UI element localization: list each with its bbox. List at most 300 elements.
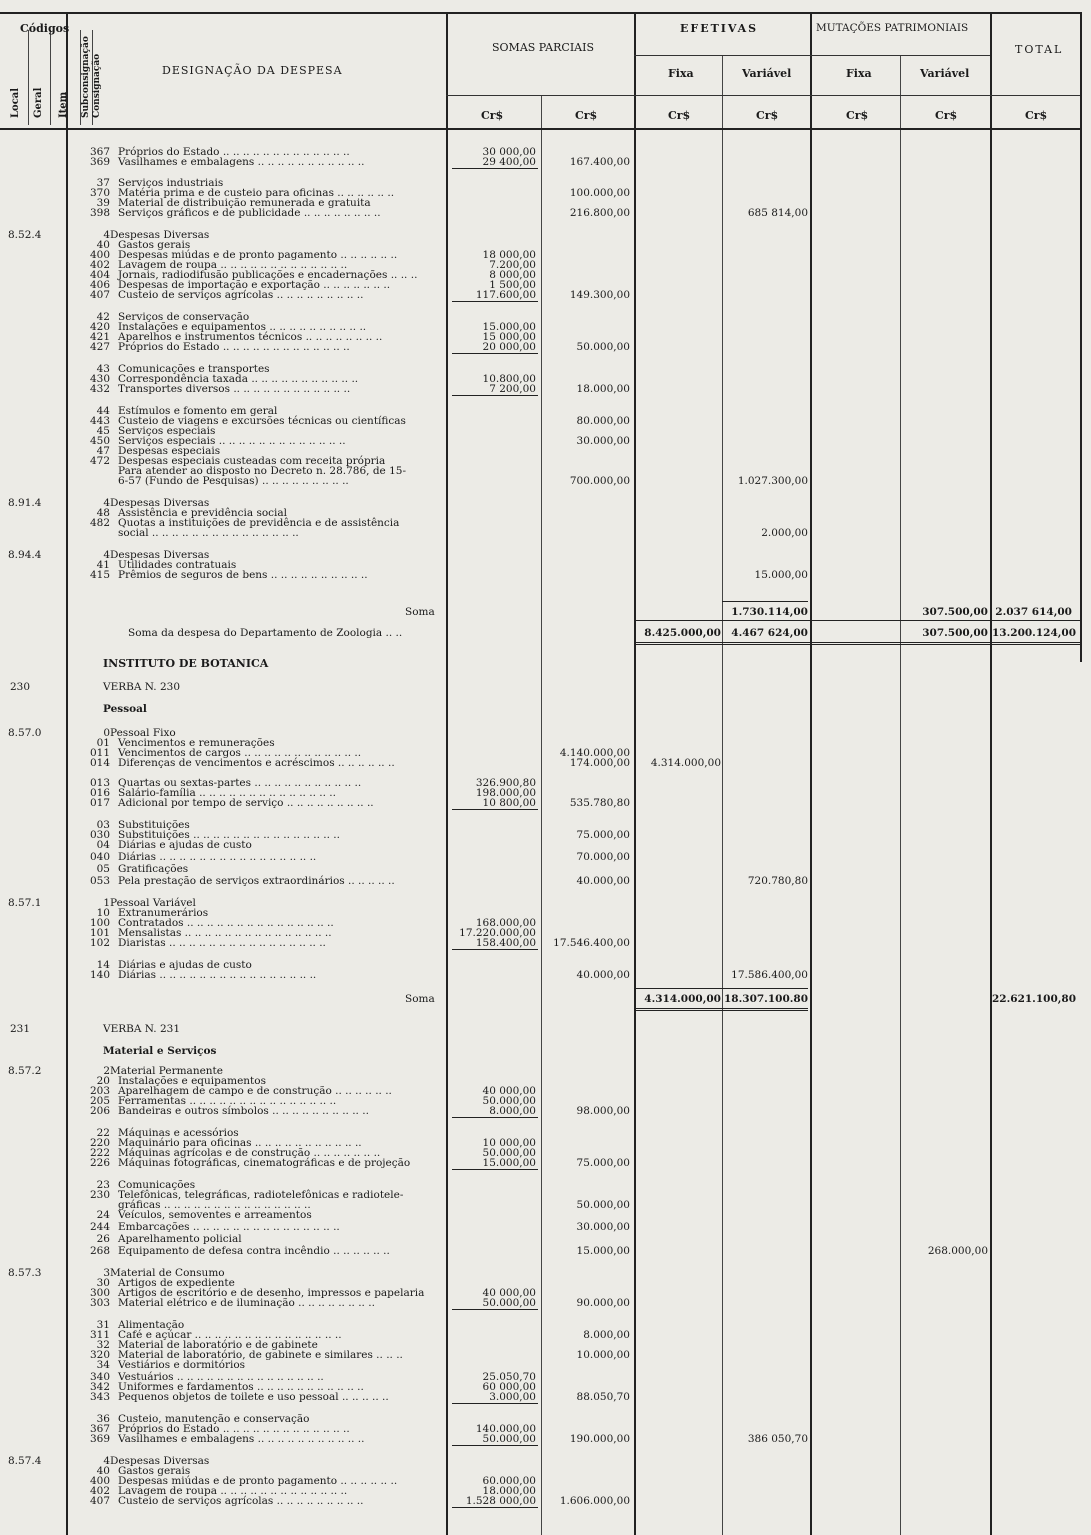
expense-row [0, 1298, 1091, 1309]
row-description: Lavagem de roupa .. .. .. .. .. .. .. .. .. .. .. .. .. [118, 1485, 348, 1497]
row-soma-parcial-2: 10.000,00 [576, 1349, 630, 1361]
row-description: Máquinas fotográficas, cinematográficas e de projeção [118, 1157, 411, 1169]
header-fixa2: Fixa [846, 67, 872, 80]
row-efetiva-variavel: 2.000,00 [761, 527, 808, 539]
soma1-bottomline [634, 620, 1080, 621]
row-item-code: 369 [89, 156, 110, 168]
row-description: Maquinário para oficinas .. .. .. .. .. .. .. .. .. .. .. [118, 1137, 362, 1149]
row-item-code: 402 [89, 1485, 110, 1497]
row-item-code: 450 [89, 435, 110, 447]
row-description: Diaristas .. .. .. .. .. .. .. .. .. .. .. .. .. .. .. .. [118, 937, 326, 949]
row-soma-parcial-1: 50.000,00 [482, 1147, 536, 1159]
row-description: Custeio de viagens e excursões técnicas ou científicas [118, 415, 406, 427]
row-soma-parcial-1: 40 000,00 [482, 1085, 536, 1097]
row-soma-parcial-1: 40 000,00 [482, 1287, 536, 1299]
verba231-code: 231 [10, 1023, 31, 1035]
row-description: Diárias .. .. .. .. .. .. .. .. .. .. .. .. .. .. .. .. [118, 851, 317, 863]
row-item-code: 472 [89, 455, 110, 467]
header-item: Item [58, 91, 69, 118]
row-description: Material de distribuição remunerada e gratuita [118, 197, 371, 209]
row-soma-parcial-2: 50.000,00 [576, 1199, 630, 1211]
soma2-fixa: 4.314.000,00 [644, 993, 721, 1005]
row-soma-parcial-1: 326.900,80 [475, 777, 536, 789]
row-description: Material de laboratório, de gabinete e similares .. .. .. [118, 1349, 403, 1361]
row-local-code: 8.52.4 [8, 229, 42, 241]
soma1-label: Soma [405, 606, 435, 618]
row-item-code: 203 [89, 1085, 110, 1097]
row-soma-parcial-1: 8 000,00 [489, 269, 536, 281]
row-item-code: 053 [89, 875, 110, 887]
row-item-code: 342 [89, 1381, 110, 1393]
subtotal-underline [452, 1507, 538, 1508]
row-item-code: 400 [89, 1475, 110, 1487]
row-description: Máquinas e acessórios [118, 1127, 239, 1139]
expense-row [0, 1222, 1091, 1233]
row-soma-parcial-1: 140.000,00 [475, 1423, 536, 1435]
row-description: Instalações e equipamentos .. .. .. .. .. .. .. .. .. .. [118, 321, 367, 333]
row-description: Próprios do Estado .. .. .. .. .. .. .. .. .. .. .. .. .. [118, 341, 350, 353]
expense-row [0, 1246, 1091, 1257]
row-item-code: 300 [89, 1287, 110, 1299]
row-description: Despesas miúdas e de pronto pagamento .. .. .. .. .. .. [118, 1475, 398, 1487]
row-soma-parcial-2: 75.000,00 [576, 829, 630, 841]
row-item-code: 14 [96, 959, 110, 971]
row-soma-parcial-1: 30 000,00 [482, 146, 536, 158]
row-soma-parcial-1: 198.000,00 [475, 787, 536, 799]
row-description: Despesas de importação e exportação .. .. .. .. .. .. .. [118, 279, 391, 291]
row-description: Jornais, radiodifusão publicações e encadernações .. .. .. [118, 269, 418, 281]
row-item-code: 367 [89, 1423, 110, 1435]
row-item-code: 23 [96, 1179, 110, 1191]
row-description: Estímulos e fomento em geral [118, 405, 278, 417]
row-item-code: 34 [96, 1359, 110, 1371]
row-description: Máquinas agrícolas e de construção .. .. .. .. .. .. .. [118, 1147, 381, 1159]
row-item-code: 24 [96, 1209, 110, 1221]
row-item-code: 402 [89, 259, 110, 271]
row-description: Vencimentos de cargos .. .. .. .. .. .. .. .. .. .. .. .. [118, 747, 362, 759]
row-description: Ferramentas .. .. .. .. .. .. .. .. .. .. .. .. .. .. .. [118, 1095, 337, 1107]
row-item-code: 427 [89, 341, 110, 353]
soma2-variavel: 18.307.100.80 [724, 993, 809, 1005]
expense-row [0, 1210, 1091, 1221]
row-description: Substituições [118, 819, 190, 831]
row-item-code: 0 [103, 727, 110, 739]
row-item-code: 340 [89, 1371, 110, 1383]
row-description: Aparelhos e instrumentos técnicos .. .. .. .. .. .. .. .. [118, 331, 383, 343]
row-item-code: 205 [89, 1095, 110, 1107]
row-local-code: 8.91.4 [8, 497, 42, 509]
soma1-variavel: 1.730.114,00 [731, 606, 808, 618]
row-description: Gratificações [118, 863, 189, 875]
row-item-code: 220 [89, 1137, 110, 1149]
row-soma-parcial-2: 80.000,00 [576, 415, 630, 427]
row-item-code: 432 [89, 383, 110, 395]
row-local-code: 8.57.3 [8, 1267, 42, 1279]
row-description: Alimentação [118, 1319, 185, 1331]
row-item-code: 05 [96, 863, 110, 875]
row-soma-parcial-2: 30.000,00 [576, 435, 630, 447]
row-item-code: 011 [89, 747, 110, 759]
row-soma-parcial-2: 8.000,00 [583, 1329, 630, 1341]
expense-row [0, 970, 1091, 981]
row-item-code: 320 [89, 1349, 110, 1361]
row-description: Bandeiras e outros símbolos .. .. .. .. .. .. .. .. .. .. [118, 1105, 369, 1117]
row-item-code: 230 [89, 1189, 110, 1201]
header-cr-6: Cr$ [935, 109, 958, 122]
row-soma-parcial-1: 117.600,00 [475, 289, 536, 301]
row-description: gráficas .. .. .. .. .. .. .. .. .. .. .. .. .. .. .. [118, 1199, 311, 1211]
row-description: Vestuários .. .. .. .. .. .. .. .. .. .. .. .. .. .. .. [118, 1371, 324, 1383]
row-soma-parcial-1: 25.050,70 [482, 1371, 536, 1383]
row-soma-parcial-1: 15.000,00 [482, 321, 536, 333]
row-description: Vasilhames e embalagens .. .. .. .. .. .. .. .. .. .. .. [118, 1433, 365, 1445]
row-item-code: 443 [89, 415, 110, 427]
soma2-total: 22.621.100,80 [992, 993, 1077, 1005]
row-description: Veículos, semoventes e arreamentos [118, 1209, 312, 1221]
expense-row [0, 1158, 1091, 1169]
row-description: Quotas a instituições de previdência e de assistência [118, 517, 400, 529]
row-item-code: 017 [89, 797, 110, 809]
row-description: Custeio, manutenção e conservação [118, 1413, 310, 1425]
row-description: Aparelhagem de campo e de construção .. .. .. .. .. .. [118, 1085, 392, 1097]
row-description: Salário-família .. .. .. .. .. .. .. .. .. .. .. .. .. .. [118, 787, 336, 799]
instituto-title-row [0, 658, 1091, 669]
row-description: Custeio de serviços agrícolas .. .. .. .. .. .. .. .. .. [118, 289, 364, 301]
row-soma-parcial-2: 216.800,00 [569, 207, 630, 219]
row-soma-parcial-2: 190.000,00 [569, 1433, 630, 1445]
row-item-code: 406 [89, 279, 110, 291]
header-total: TOTAL [1015, 43, 1064, 56]
col-line-geral [50, 30, 51, 125]
subtotal-underline [452, 1309, 538, 1310]
row-soma-parcial-1: 17.220.000,00 [459, 927, 536, 939]
row-description: Pessoal Variável [110, 897, 196, 909]
row-item-code: 22 [96, 1127, 110, 1139]
material-heading: Material e Serviços [103, 1045, 217, 1057]
row-item-code: 404 [89, 269, 110, 281]
soma-zoologia-mut-variavel: 307.500,00 [922, 627, 988, 639]
row-item-code: 430 [89, 373, 110, 385]
header-efetivas-line [634, 55, 990, 56]
row-soma-parcial-1: 10 800,00 [482, 797, 536, 809]
expense-row [0, 876, 1091, 887]
row-item-code: 303 [89, 1297, 110, 1309]
row-description: Despesas Diversas [110, 229, 210, 241]
row-item-code: 01 [96, 737, 110, 749]
expense-row [0, 1392, 1091, 1403]
row-description: Quartas ou sextas-partes .. .. .. .. .. .. .. .. .. .. .. [118, 777, 362, 789]
row-soma-parcial-2: 535.780,80 [569, 797, 630, 809]
row-item-code: 20 [96, 1075, 110, 1087]
row-soma-parcial-1: 7 200,00 [489, 383, 536, 395]
row-description: Serviços especiais [118, 425, 216, 437]
row-item-code: 04 [96, 839, 110, 851]
row-item-code: 36 [96, 1413, 110, 1425]
soma-zoologia-variavel: 4.467 624,00 [731, 627, 808, 639]
row-efetiva-variavel: 1.027.300,00 [737, 475, 808, 487]
soma-zoologia-label: Soma da despesa do Departamento de Zoologia .. .. [128, 627, 403, 639]
verba230-code: 230 [10, 681, 31, 693]
subtotal-underline [452, 1403, 538, 1404]
header-consignacao: Consignação [92, 53, 102, 118]
soma1-total: 2.037 614,00 [995, 606, 1072, 618]
row-item-code: 10 [96, 907, 110, 919]
row-item-code: 26 [96, 1233, 110, 1245]
pessoal-row [0, 704, 1091, 715]
subtotal-underline [452, 809, 538, 810]
row-soma-parcial-2: 40.000,00 [576, 875, 630, 887]
subtotal-underline [452, 1445, 538, 1446]
row-soma-parcial-2: 15.000,00 [576, 1245, 630, 1257]
expense-row [0, 1360, 1091, 1371]
expense-row [0, 840, 1091, 851]
row-soma-parcial-1: 50.000,00 [482, 1433, 536, 1445]
row-description: Vencimentos e remunerações [118, 737, 275, 749]
row-description: Diferenças de vencimentos e acréscimos .. .. .. .. .. .. [118, 757, 395, 769]
row-description: Despesas Diversas [110, 497, 210, 509]
row-soma-parcial-2: 167.400,00 [569, 156, 630, 168]
row-item-code: 400 [89, 249, 110, 261]
expense-row [0, 384, 1091, 395]
row-soma-parcial-2: 50.000,00 [576, 341, 630, 353]
soma-zoologia-total: 13.200.124,00 [992, 627, 1077, 639]
row-item-code: 4 [103, 497, 110, 509]
soma1-row [0, 607, 1091, 618]
header-variavel2: Variável [920, 67, 970, 80]
row-item-code: 016 [89, 787, 110, 799]
row-description: Telefônicas, telegráficas, radiotelefônicas e radiotele- [118, 1189, 404, 1201]
row-item-code: 014 [89, 757, 110, 769]
row-item-code: 1 [103, 897, 110, 909]
row-soma-parcial-2: 90.000,00 [576, 1297, 630, 1309]
row-description: Material Permanente [110, 1065, 223, 1077]
row-item-code: 4 [103, 549, 110, 561]
subtotal-underline [452, 301, 538, 302]
soma1-topline [722, 601, 808, 602]
row-item-code: 140 [89, 969, 110, 981]
row-soma-parcial-1: 18.000,00 [482, 1485, 536, 1497]
row-description: Contratados .. .. .. .. .. .. .. .. .. .. .. .. .. .. .. [118, 917, 334, 929]
row-description: Uniformes e fardamentos .. .. .. .. .. .. .. .. .. .. .. [118, 1381, 364, 1393]
row-description: Serviços industriais [118, 177, 224, 189]
row-local-code: 8.94.4 [8, 549, 42, 561]
row-soma-parcial-2: 4.140.000,00 [559, 747, 630, 759]
row-item-code: 369 [89, 1433, 110, 1445]
header-top-line [0, 12, 1080, 14]
row-efetiva-variavel: 720.780,80 [747, 875, 808, 887]
row-description: Material elétrico e de iluminação .. .. .. .. .. .. .. .. [118, 1297, 375, 1309]
row-description: Gastos gerais [118, 1465, 191, 1477]
row-description: Lavagem de roupa .. .. .. .. .. .. .. .. .. .. .. .. .. [118, 259, 348, 271]
verba231-label: VERBA N. 231 [103, 1023, 181, 1035]
row-soma-parcial-2: 40.000,00 [576, 969, 630, 981]
row-local-code: 8.57.1 [8, 897, 42, 909]
header-cr-2: Cr$ [575, 109, 598, 122]
row-soma-parcial-1: 15.000,00 [482, 1157, 536, 1169]
row-local-code: 8.57.2 [8, 1065, 42, 1077]
row-description: Pela prestação de serviços extraordinários .. .. .. .. .. [118, 875, 395, 887]
row-item-code: 32 [96, 1339, 110, 1351]
row-soma-parcial-1: 20 000,00 [482, 341, 536, 353]
row-item-code: 370 [89, 187, 110, 199]
expense-row [0, 798, 1091, 809]
row-soma-parcial-2: 17.546.400,00 [553, 937, 630, 949]
row-description: Diárias e ajudas de custo [118, 959, 252, 971]
row-description: Prêmios de seguros de bens .. .. .. .. .. .. .. .. .. .. [118, 569, 368, 581]
row-mutacao-variavel: 268.000,00 [927, 1245, 988, 1257]
row-item-code: 3 [103, 1267, 110, 1279]
row-soma-parcial-1: 60.000,00 [482, 1475, 536, 1487]
row-description: Para atender ao disposto no Decreto n. 28.786, de 15- [118, 465, 406, 477]
expense-row [0, 157, 1091, 168]
row-item-code: 31 [96, 1319, 110, 1331]
subtotal-underline [452, 949, 538, 950]
soma-zoologia-fixa: 8.425.000,00 [644, 627, 721, 639]
row-description: Artigos de expediente [118, 1277, 235, 1289]
row-soma-parcial-1: 158.400,00 [475, 937, 536, 949]
row-description: Equipamento de defesa contra incêndio .. .. .. .. .. .. [118, 1245, 390, 1257]
row-item-code: 421 [89, 331, 110, 343]
expense-row [0, 938, 1091, 949]
row-soma-parcial-2: 88.050,70 [576, 1391, 630, 1403]
row-description: Material de laboratório e de gabinete [118, 1339, 318, 1351]
row-item-code: 420 [89, 321, 110, 333]
pessoal-heading: Pessoal [103, 703, 147, 715]
expense-row [0, 342, 1091, 353]
row-item-code: 03 [96, 819, 110, 831]
row-description: Despesas especiais [118, 445, 221, 457]
row-description: Pequenos objetos de toilete e uso pessoal .. .. .. .. .. [118, 1391, 389, 1403]
expense-row [0, 1106, 1091, 1117]
expense-row [0, 528, 1091, 539]
row-item-code: 45 [96, 425, 110, 437]
row-soma-parcial-1: 29 400,00 [482, 156, 536, 168]
row-soma-parcial-1: 168.000,00 [475, 917, 536, 929]
row-item-code: 100 [89, 917, 110, 929]
row-description: Mensalistas .. .. .. .. .. .. .. .. .. .. .. .. .. .. .. [118, 927, 332, 939]
row-item-code: 4 [103, 229, 110, 241]
row-item-code: 2 [103, 1065, 110, 1077]
col-line-somas [541, 95, 542, 1535]
subtotal-underline [452, 1117, 538, 1118]
row-description: Próprios do Estado .. .. .. .. .. .. .. .. .. .. .. .. .. [118, 1423, 350, 1435]
row-item-code: 39 [96, 197, 110, 209]
subtotal-underline [452, 1169, 538, 1170]
header-cr-7: Cr$ [1025, 109, 1048, 122]
row-soma-parcial-2: 174.000,00 [569, 757, 630, 769]
row-description: Próprios do Estado .. .. .. .. .. .. .. .. .. .. .. .. .. [118, 146, 350, 158]
expense-row [0, 1496, 1091, 1507]
row-item-code: 101 [89, 927, 110, 939]
soma2-row [0, 994, 1091, 1005]
expense-row [0, 852, 1091, 863]
header-local: Local [10, 87, 21, 118]
row-description: Diárias .. .. .. .. .. .. .. .. .. .. .. .. .. .. .. .. [118, 969, 317, 981]
row-efetiva-variavel: 17.586.400,00 [731, 969, 808, 981]
row-item-code: 44 [96, 405, 110, 417]
row-item-code: 343 [89, 1391, 110, 1403]
header-cr-line [446, 95, 1080, 96]
row-soma-parcial-1: 10 000,00 [482, 1137, 536, 1149]
row-description: Serviços gráficos e de publicidade .. .. .. .. .. .. .. .. [118, 207, 381, 219]
row-item-code: 407 [89, 289, 110, 301]
header-efetivas: EFETIVAS [680, 22, 759, 35]
header-cr-4: Cr$ [756, 109, 779, 122]
row-soma-parcial-1: 8.000,00 [489, 1105, 536, 1117]
row-description: Adicional por tempo de serviço .. .. .. .. .. .. .. .. .. [118, 797, 374, 809]
row-item-code: 102 [89, 937, 110, 949]
row-description: Gastos gerais [118, 239, 191, 251]
row-item-code: 398 [89, 207, 110, 219]
row-description: Embarcações .. .. .. .. .. .. .. .. .. .. .. .. .. .. .. [118, 1221, 340, 1233]
row-item-code: 47 [96, 445, 110, 457]
row-item-code: 4 [103, 1455, 110, 1467]
row-description: Despesas Diversas [110, 549, 210, 561]
row-efetiva-fixa: 4.314.000,00 [650, 757, 721, 769]
row-description: Correspondência taxada .. .. .. .. .. .. .. .. .. .. .. [118, 373, 359, 385]
row-item-code: 244 [89, 1221, 110, 1233]
row-description: Substituições .. .. .. .. .. .. .. .. .. .. .. .. .. .. .. [118, 829, 340, 841]
row-item-code: 311 [89, 1329, 110, 1341]
instituto-title: INSTITUTO DE BOTANICA [103, 657, 269, 670]
row-soma-parcial-2: 75.000,00 [576, 1157, 630, 1169]
row-description: Extranumerários [118, 907, 209, 919]
soma-zoologia-doubleline [634, 642, 1080, 645]
subtotal-underline [452, 395, 538, 396]
row-description: Material de Consumo [110, 1267, 225, 1279]
row-soma-parcial-2: 149.300,00 [569, 289, 630, 301]
row-description: Café e açúcar .. .. .. .. .. .. .. .. .. .. .. .. .. .. .. [118, 1329, 342, 1341]
row-soma-parcial-1: 50.000,00 [482, 1095, 536, 1107]
header-cr-3: Cr$ [668, 109, 691, 122]
row-soma-parcial-1: 1 500,00 [489, 279, 536, 291]
verba230-label: VERBA N. 230 [103, 681, 181, 693]
header-subconsignacao: Subconsignação [81, 36, 91, 118]
expense-row [0, 570, 1091, 581]
row-description: social .. .. .. .. .. .. .. .. .. .. .. .. .. .. .. [118, 527, 299, 539]
row-soma-parcial-2: 70.000,00 [576, 851, 630, 863]
row-item-code: 206 [89, 1105, 110, 1117]
soma2-doubleline [634, 1008, 808, 1011]
header-variavel: Variável [742, 67, 792, 80]
soma1-mut-variavel: 307.500,00 [922, 606, 988, 618]
row-item-code: 482 [89, 517, 110, 529]
header-cr-1: Cr$ [481, 109, 504, 122]
soma2-label: Soma [405, 993, 435, 1005]
subtotal-underline [452, 168, 538, 169]
row-item-code: 367 [89, 146, 110, 158]
row-soma-parcial-2: 700.000,00 [569, 475, 630, 487]
row-item-code: 48 [96, 507, 110, 519]
row-description: Despesas especiais custeadas com receita própria [118, 455, 386, 467]
header-mutacoes: MUTAÇÕES PATRIMONIAIS [816, 22, 969, 34]
row-item-code: 43 [96, 363, 110, 375]
row-soma-parcial-1: 7.200,00 [489, 259, 536, 271]
header-bottom-line [0, 128, 1080, 130]
material-row [0, 1046, 1091, 1057]
row-description: 6-57 (Fundo de Pesquisas) .. .. .. .. .. .. .. .. .. [118, 475, 349, 487]
row-item-code: 222 [89, 1147, 110, 1159]
row-description: Custeio de serviços agrícolas .. .. .. .. .. .. .. .. .. [118, 1495, 364, 1507]
row-description: Despesas Diversas [110, 1455, 210, 1467]
row-efetiva-variavel: 386 050,70 [747, 1433, 808, 1445]
row-item-code: 40 [96, 239, 110, 251]
row-description: Assistência e previdência social [118, 507, 288, 519]
row-item-code: 030 [89, 829, 110, 841]
expense-row [0, 290, 1091, 301]
row-item-code: 040 [89, 851, 110, 863]
row-description: Utilidades contratuais [118, 559, 237, 571]
